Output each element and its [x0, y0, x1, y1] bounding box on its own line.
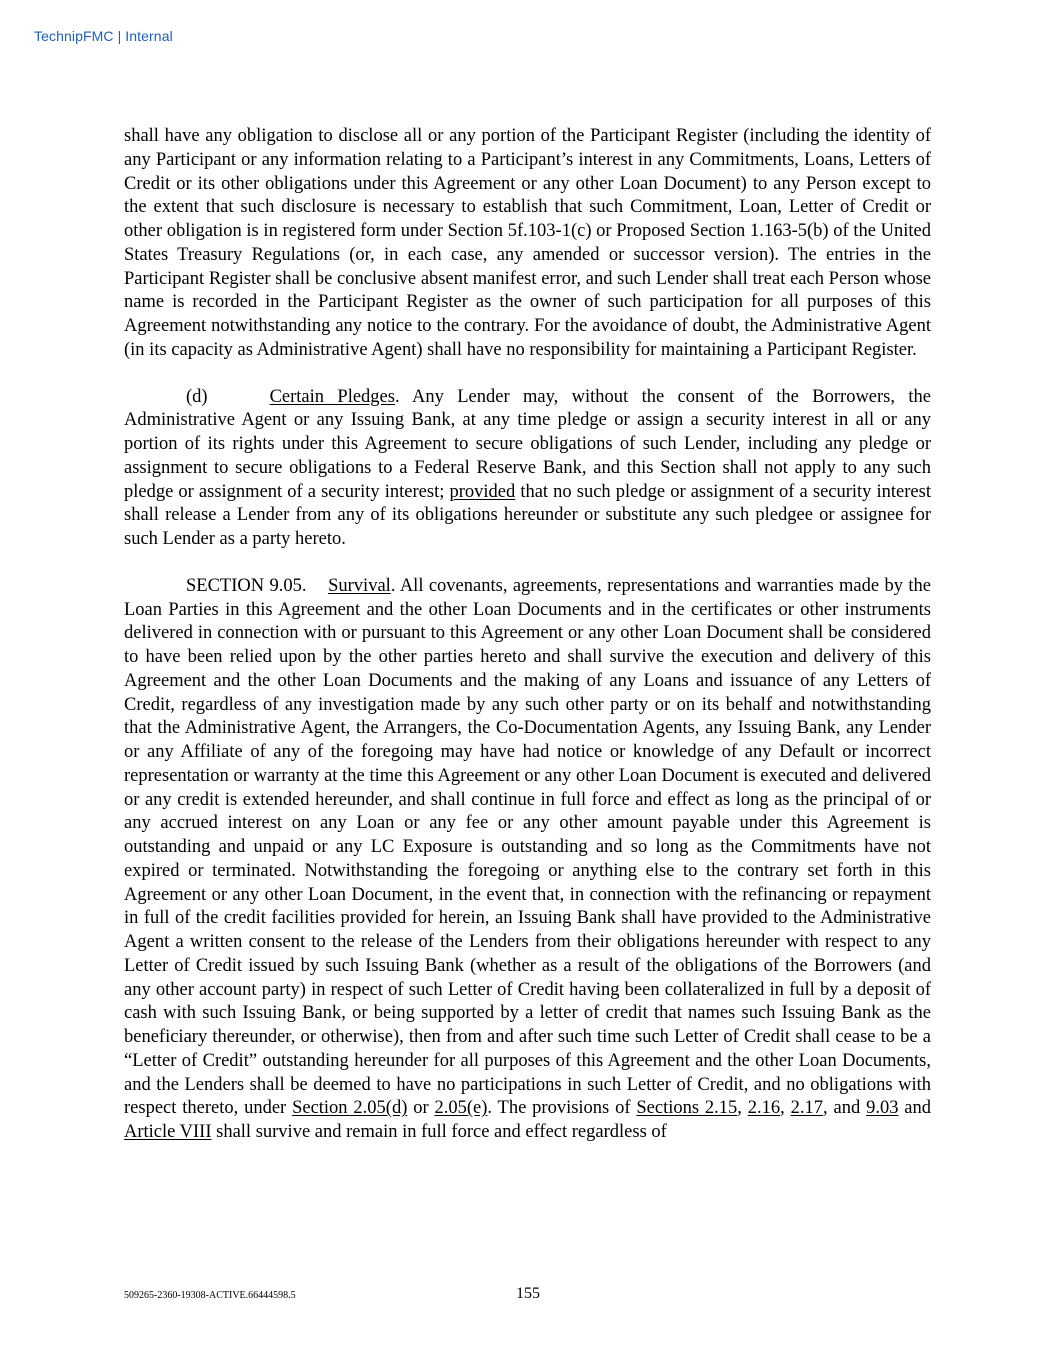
cross-reference: 2.05(e) — [434, 1098, 488, 1119]
section-heading-survival: Survival — [328, 575, 391, 596]
clause-text: that no such pledge or assignment of a security interest shall release a Lender from any of its obligations hereunder or substitute any such pledgee or assignee for such Lender as a party hereto. — [124, 481, 931, 549]
cross-reference: 2.16 — [747, 1098, 781, 1119]
separator: or — [407, 1098, 435, 1119]
section-text: . The provisions of — [487, 1098, 637, 1119]
cross-reference: Article VIII — [124, 1122, 212, 1142]
clause-text: . Any Lender may, without the consent of the Borrowers, the Administrative Agent or any Issuing Bank, at any time pledge or assign a security interest in all or any portion of its rights under this Agreement to secure obligations of such Lender, including any pledge or assignment to secure obligations to a Federal Reserve Bank, and this Section shall not apply to any such pledge or assignment of a security interest; — [124, 386, 931, 502]
classification-label: TechnipFMC | Internal — [34, 28, 173, 44]
cross-reference: 2.17 — [790, 1098, 824, 1119]
cross-reference: Section 2.05(d) — [292, 1098, 408, 1119]
separator: , — [780, 1098, 791, 1119]
section-text: shall survive and remain in full force and effect regardless of — [211, 1122, 667, 1142]
cross-reference: 9.03 — [866, 1098, 899, 1119]
footer-document-id: 509265-2360-19308-ACTIVE.66444598.5 — [124, 1290, 296, 1301]
section-number: SECTION 9.05. — [186, 575, 307, 596]
clause-heading-certain-pledges: Certain Pledges — [269, 386, 395, 407]
paragraph-survival — [124, 575, 931, 1145]
separator: , — [737, 1098, 748, 1119]
paragraph-certain-pledges — [124, 386, 931, 552]
section-text: . All covenants, agreements, representations and warranties made by the Loan Parties in this Agreement and the other Loan Documents and in the certificates or other instruments delivered in connection with or pursuant to this Agreement or any other Loan Document shall be considered to have been relied upon by the other parties hereto and shall survive the execution and delivery of this Agreement and the other Loan Documents and the making of any Loans and issuance of any Letters of Credit, regardless of any investigation made by any such other party or on its behalf and notwithstanding that the Administrative Agent, the Arrangers, the Co-Documentation Agents, any Issuing Bank, any Lender or any Affiliate of any of the foregoing may have had notice or knowledge of any Default or incorrect representation or warranty at the time this Agreement or any other Loan Document is executed and delivered or any credit is extended hereunder, and shall continue in full force and effect as long as the principal of or any accrued interest on any Loan or any fee or any other amount payable under this Agreement is outstanding and unpaid or any LC Exposure is outstanding and so long as the Commitments have not expired or terminated. Notwithstanding the foregoing or anything else to the contrary set forth in this Agreement or any other Loan Document, in the event that, in connection with the refinancing or repayment in full of the credit facilities provided for herein, an Issuing Bank shall have provided to the Administrative Agent a written consent to the release of the Lenders from their obligations hereunder with respect to any Letter of Credit issued by such Issuing Bank (whether as a result of the obligations of the Borrowers (and any other account party) in respect of such Letter of Credit having been collateralized in full by a deposit of cash with such Issuing Bank, or being supported by a letter of credit that names such Issuing Bank as the beneficiary thereunder, or otherwise), then from and after such time such Letter of Credit shall cease to be a “Letter of Credit” outstanding hereunder for all purposes of this Agreement and the other Loan Documents, and the Lenders shall be deemed to have no participations in such Letter of Credit, and no obligations with respect thereto, under — [124, 575, 931, 1119]
provided-term: provided — [449, 481, 516, 502]
paragraph-participant-register: shall have any obligation to disclose all or any portion of the Participant Register (including the identity of any Participant or any information relating to a Participant’s interest in any Commitments, Loans, Letters of Credit or its other obligations under this Agreement or any other Loan Document) to any Person except to the extent that such disclosure is necessary to establish that such Commitment, Loan, Letter of Credit or other obligation is in registered form under Section 5f.103-1(c) or Proposed Section 1.163-5(b) of the United States Treasury Regulations (or, in each case, any amended or successor version). The entries in the Participant Register shall be conclusive absent manifest error, and such Lender shall treat each Person whose name is recorded in the Participant Register as the owner of such participation for all purposes of this Agreement notwithstanding any notice to the contrary. For the avoidance of doubt, the Administrative Agent (in its capacity as Administrative Agent) shall have no responsibility for maintaining a Participant Register. — [124, 126, 931, 360]
footer-page-number: 155 — [516, 1285, 540, 1302]
cross-reference: Sections 2.15 — [636, 1098, 738, 1119]
document-body — [124, 125, 931, 1168]
separator: , and — [823, 1098, 867, 1119]
separator: and — [898, 1098, 932, 1119]
clause-label: (d) — [186, 386, 208, 407]
